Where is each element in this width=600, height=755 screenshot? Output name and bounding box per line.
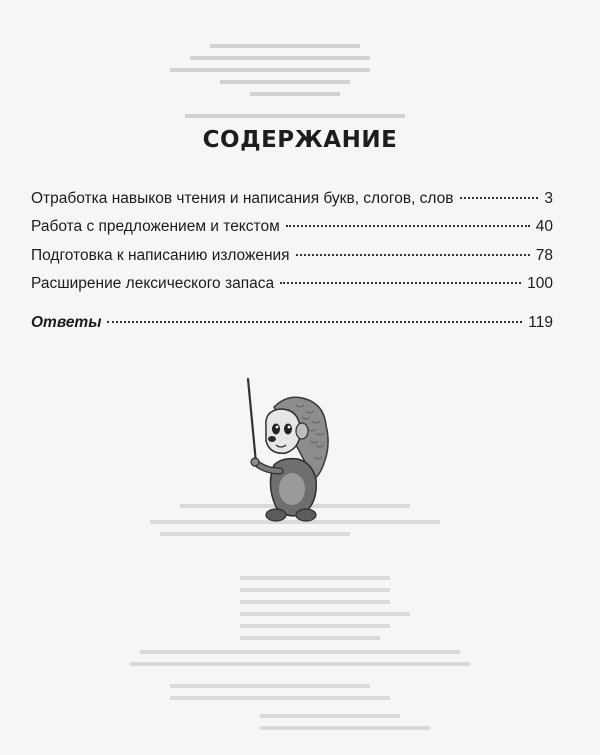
bleed-through-lines <box>170 40 410 120</box>
toc-leader-dots <box>460 197 539 199</box>
toc-entry-label: Работа с предложением и текстом <box>31 218 280 236</box>
hedgehog-with-pointer-icon <box>236 375 336 530</box>
bleed-through-top <box>170 40 410 120</box>
toc-answers-page: 119 <box>528 313 553 331</box>
toc-entry-label: Подготовка к написанию изложения <box>31 246 290 264</box>
toc-entry-label: Расширение лексического запаса <box>31 275 275 293</box>
bleed-through-bottom <box>130 500 480 740</box>
toc-leader-dots <box>280 282 521 284</box>
bleed-through-lines-bottom <box>130 500 480 740</box>
toc-entry-page: 78 <box>535 246 553 264</box>
toc-leader-dots <box>107 321 522 323</box>
toc-entry-page: 100 <box>527 275 553 293</box>
toc-entry[interactable] <box>31 218 553 246</box>
toc-entry[interactable] <box>31 275 553 303</box>
toc-entry-answers[interactable] <box>31 314 553 342</box>
table-of-contents <box>31 190 553 342</box>
toc-entry[interactable] <box>31 190 553 218</box>
toc-entry-page: 40 <box>535 218 553 236</box>
toc-leader-dots <box>296 254 530 256</box>
toc-entry-page: 3 <box>544 190 553 207</box>
page-title: СОДЕРЖАНИЕ <box>202 127 398 153</box>
hedgehog-illustration <box>236 375 336 530</box>
toc-leader-dots <box>286 225 530 227</box>
toc-answers-label: Ответы <box>31 313 102 331</box>
toc-entry-label: Отработка навыков чтения и написания букв, слогов, слов <box>31 190 454 207</box>
toc-entry[interactable] <box>31 247 553 275</box>
